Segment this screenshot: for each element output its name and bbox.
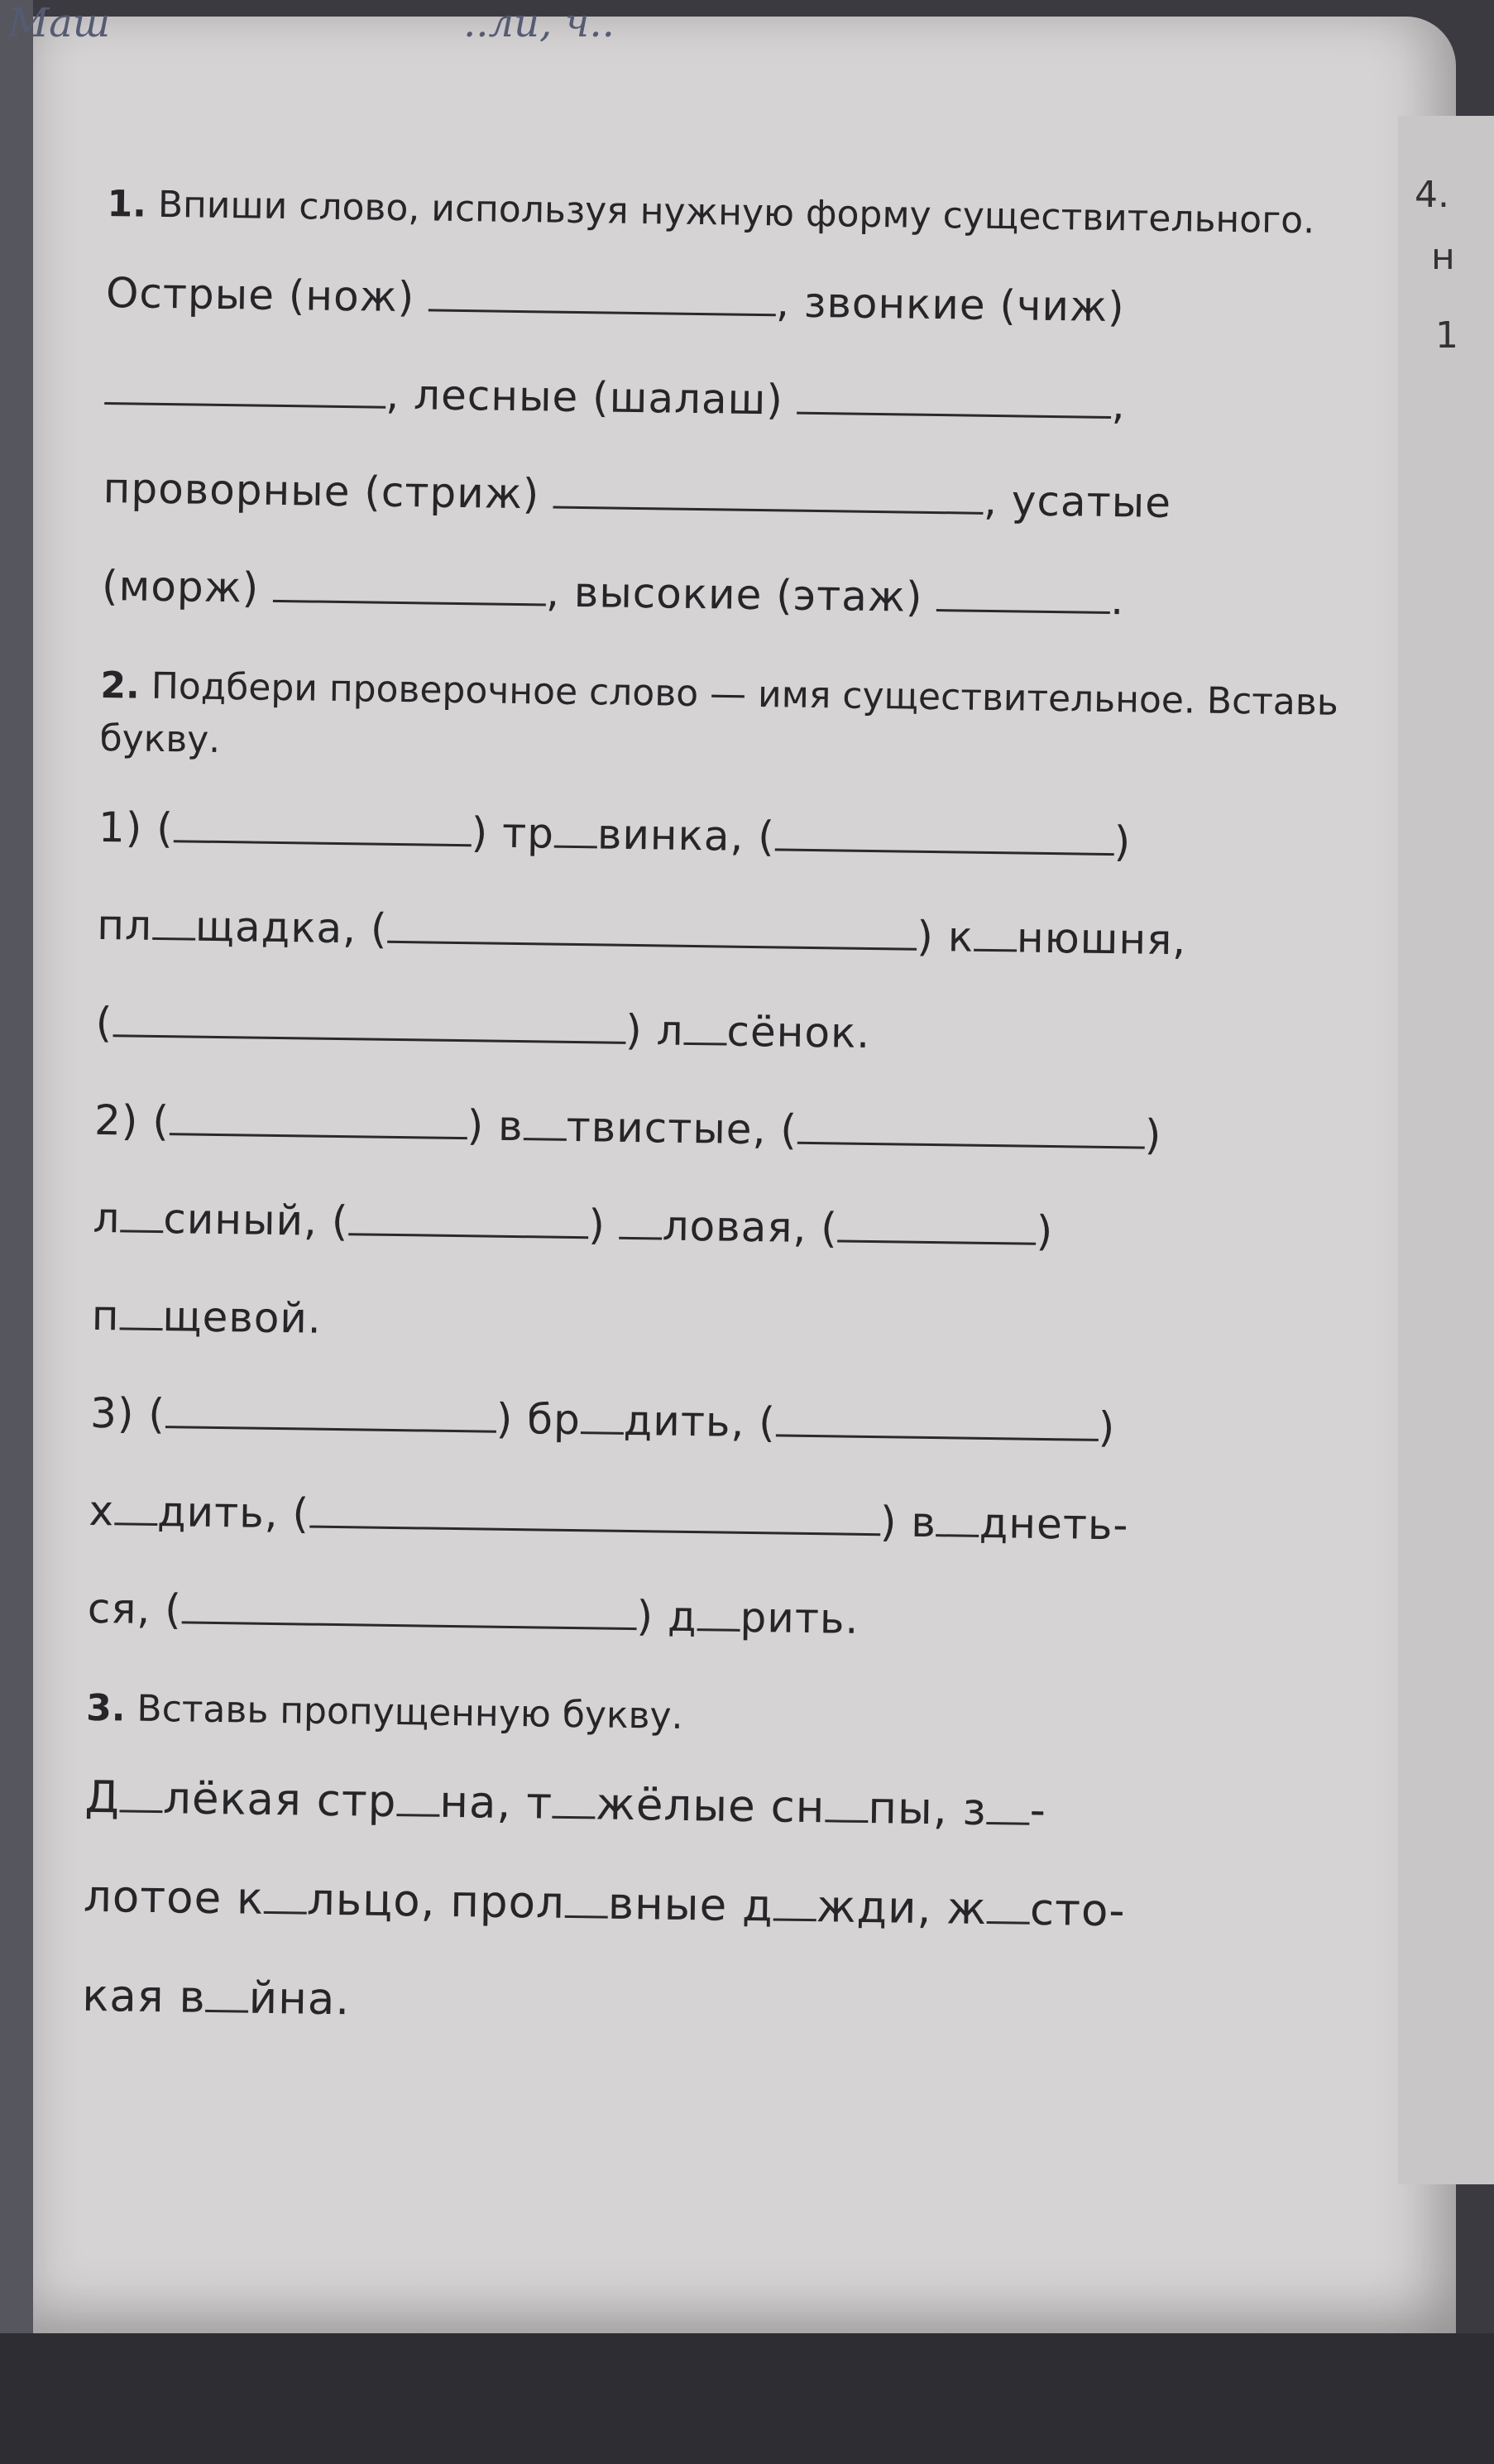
text-segment: , звонкие (чиж) — [775, 278, 1126, 332]
text-segment: ) д — [636, 1592, 698, 1642]
task-1-line — [104, 342, 1371, 457]
text-segment: щевой. — [162, 1292, 323, 1343]
letter-gap[interactable] — [152, 909, 196, 941]
answer-blank[interactable] — [309, 1493, 881, 1536]
task-2-line — [98, 779, 1364, 894]
text-segment: (морж) — [101, 561, 274, 612]
task-2-line — [87, 1560, 1353, 1675]
text-segment: . — [1109, 575, 1125, 625]
text-segment: нюшня, — [1016, 913, 1187, 965]
text-segment: проворные (стриж) — [103, 463, 554, 519]
answer-blank[interactable] — [797, 1109, 1146, 1149]
page-content — [81, 178, 1373, 2088]
answer-blank[interactable] — [775, 1401, 1099, 1441]
letter-gap[interactable] — [581, 1403, 625, 1435]
answer-blank[interactable] — [429, 276, 777, 316]
text-segment: днеть- — [979, 1498, 1129, 1550]
text-segment: кая в — [81, 1970, 207, 2023]
task-number: 3. — [85, 1686, 126, 1730]
answer-blank[interactable] — [113, 1001, 626, 1044]
answer-blank[interactable] — [553, 473, 984, 515]
letter-gap[interactable] — [683, 1014, 727, 1046]
task-3 — [81, 1682, 1352, 2064]
text-segment: винка, ( — [596, 810, 776, 861]
text-segment: на, т — [438, 1776, 553, 1829]
letter-gap[interactable] — [206, 1982, 250, 2013]
letter-gap[interactable] — [825, 1791, 869, 1823]
letter-gap[interactable] — [936, 1506, 980, 1537]
text-segment: жди, ж — [816, 1882, 988, 1935]
letter-gap[interactable] — [120, 1781, 164, 1813]
text-segment: ) — [587, 1201, 620, 1249]
text-segment: рить. — [740, 1593, 860, 1643]
answer-blank[interactable] — [174, 807, 472, 846]
text-segment: ) — [1144, 1110, 1162, 1159]
letter-gap[interactable] — [523, 1110, 567, 1141]
letter-gap[interactable] — [554, 817, 598, 849]
letter-gap[interactable] — [553, 1788, 596, 1819]
text-segment: - — [1029, 1785, 1047, 1837]
task-2 — [87, 659, 1367, 1675]
task-2-line — [97, 876, 1363, 991]
text-segment: дить, ( — [156, 1487, 310, 1538]
desk-bottom — [0, 2333, 1494, 2464]
text-segment: ловая, ( — [662, 1201, 839, 1253]
answer-blank[interactable] — [165, 1393, 497, 1433]
text-segment: ) к — [917, 912, 974, 961]
letter-gap[interactable] — [619, 1209, 663, 1240]
margin-scribble: ..ли, ч.. — [463, 0, 615, 46]
task-2-line — [89, 1364, 1356, 1479]
task-3-line — [84, 1748, 1352, 1865]
text-segment: вные д — [607, 1878, 774, 1932]
answer-blank[interactable] — [936, 576, 1111, 614]
text-segment: сёнок. — [726, 1007, 871, 1057]
letter-gap[interactable] — [987, 1893, 1031, 1925]
text-segment: , высокие (этаж) — [545, 568, 937, 622]
text-segment: ) тр — [471, 808, 555, 858]
task-2-line — [93, 1169, 1359, 1284]
answer-blank[interactable] — [837, 1206, 1037, 1244]
text-segment: ) в — [879, 1498, 937, 1547]
task-2-line — [91, 1267, 1358, 1382]
letter-gap[interactable] — [697, 1600, 740, 1632]
text-segment: сто- — [1029, 1884, 1126, 1937]
margin-scribble: Маш — [8, 0, 111, 46]
text-segment: ( — [95, 998, 113, 1047]
task-1-line — [105, 244, 1372, 359]
text-segment: , усатые — [983, 476, 1172, 527]
text-segment: щадка, ( — [194, 902, 388, 953]
task-3-line — [83, 1848, 1350, 1964]
task-instruction: Вставь пропущенную букву. — [136, 1687, 683, 1738]
task-instruction: Подбери проверочное слово — имя существительное. Вставь букву. — [99, 664, 1339, 761]
task-1 — [101, 178, 1373, 652]
answer-blank[interactable] — [387, 908, 917, 951]
text-segment: 2) ( — [93, 1095, 170, 1146]
text-segment: л — [93, 1193, 121, 1243]
task-3-line — [81, 1947, 1348, 2064]
text-segment: жёлые сн — [595, 1779, 826, 1834]
letter-gap[interactable] — [986, 1794, 1030, 1825]
text-segment: ся, ( — [87, 1584, 183, 1634]
letter-gap[interactable] — [974, 921, 1018, 952]
answer-blank[interactable] — [181, 1588, 637, 1630]
text-segment: ) в — [467, 1101, 524, 1151]
text-segment: льцо, прол — [306, 1874, 566, 1929]
text-segment: лотое к — [83, 1871, 265, 1925]
letter-gap[interactable] — [773, 1890, 816, 1921]
answer-blank[interactable] — [170, 1100, 468, 1139]
text-segment: ) — [1098, 1402, 1116, 1452]
text-segment: синый, ( — [163, 1195, 349, 1246]
letter-gap[interactable] — [264, 1883, 308, 1915]
task-number: 2. — [100, 664, 141, 707]
text-segment: ) — [1113, 817, 1132, 866]
text-segment: х — [89, 1486, 115, 1536]
letter-gap[interactable] — [114, 1494, 158, 1526]
text-segment: , лесные (шалаш) — [385, 370, 798, 424]
text-segment: ) л — [625, 1005, 684, 1055]
text-segment: пл — [96, 900, 153, 950]
text-segment: 1) ( — [98, 803, 175, 853]
letter-gap[interactable] — [565, 1887, 609, 1919]
next-page-fragment: н — [1431, 236, 1455, 278]
answer-blank[interactable] — [104, 369, 386, 409]
answer-blank[interactable] — [797, 379, 1113, 419]
answer-blank[interactable] — [273, 567, 547, 606]
text-segment: твистые, ( — [566, 1102, 798, 1154]
text-segment: лёкая стр — [162, 1773, 397, 1828]
letter-gap[interactable] — [396, 1786, 440, 1817]
next-page-edge — [1398, 116, 1494, 2184]
text-segment: 3) ( — [89, 1388, 166, 1439]
task-2-heading — [99, 659, 1367, 783]
text-segment: пы, з — [867, 1783, 988, 1836]
next-page-fragment: 1 — [1435, 314, 1458, 357]
task-1-line — [101, 537, 1367, 652]
task-1-line — [103, 439, 1369, 554]
text-segment: ) — [1036, 1206, 1054, 1256]
task-2-line — [89, 1462, 1355, 1577]
text-segment: дить, ( — [623, 1396, 777, 1447]
text-segment: ) бр — [496, 1394, 582, 1445]
text-segment: Д — [84, 1771, 121, 1824]
text-segment: Острые (нож) — [105, 268, 429, 322]
answer-blank[interactable] — [348, 1200, 589, 1239]
text-segment: п — [91, 1291, 120, 1340]
task-2-line — [95, 974, 1362, 1089]
desk-left-edge — [0, 0, 33, 2464]
task-3-heading — [86, 1682, 1353, 1752]
task-2-line — [93, 1071, 1360, 1186]
next-page-fragment: 4. — [1415, 174, 1449, 216]
task-number: 1. — [107, 182, 147, 226]
text-segment: йна. — [248, 1973, 351, 2025]
answer-blank[interactable] — [775, 815, 1115, 856]
text-segment: , — [1111, 380, 1127, 429]
task-instruction: Впиши слово, используя нужную форму существительного. — [157, 183, 1315, 242]
letter-gap[interactable] — [120, 1201, 164, 1233]
letter-gap[interactable] — [119, 1299, 163, 1330]
